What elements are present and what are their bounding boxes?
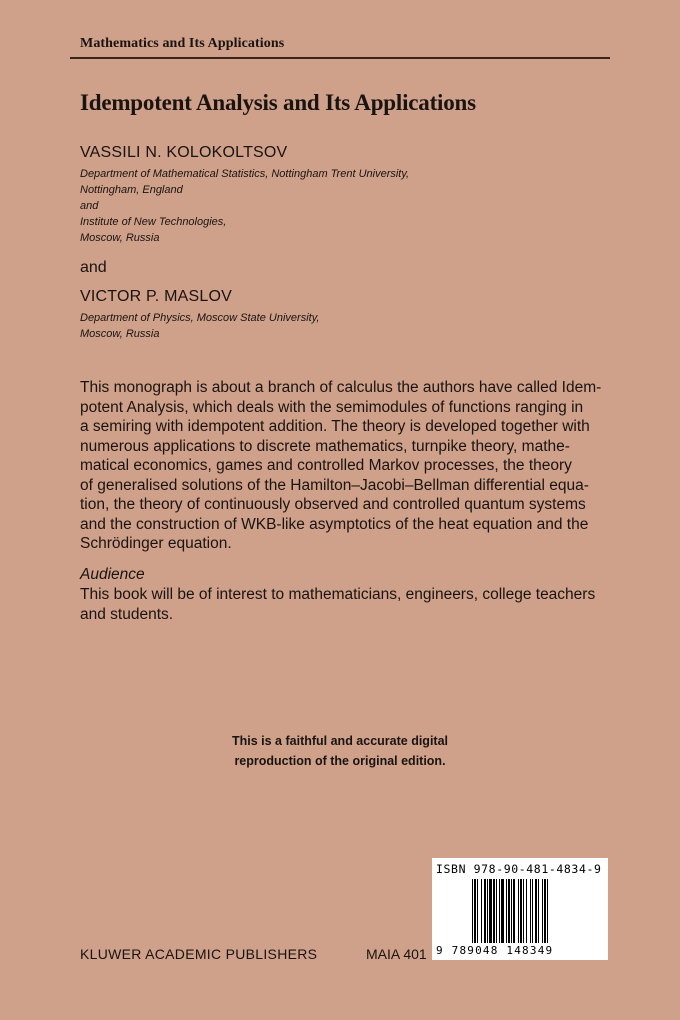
author-1-affiliation <box>80 166 409 246</box>
description-line: This monograph is about a branch of calculus the authors have called Idem- <box>80 379 602 396</box>
series-title: Mathematics and Its Applications <box>80 36 285 51</box>
audience-text <box>80 585 595 625</box>
description-line: and the construction of WKB-like asymptotics of the heat equation and the <box>80 515 589 533</box>
header-rule <box>70 57 610 59</box>
affiliation-line: Institute of New Technologies, <box>80 216 227 228</box>
reproduction-line: reproduction of the original edition. <box>234 754 446 768</box>
barcode-digits: 9 789048 148349 <box>436 944 554 957</box>
reproduction-note <box>0 731 680 771</box>
affiliation-line: Moscow, Russia <box>80 232 160 244</box>
audience-line: This book will be of interest to mathematicians, engineers, college teachers <box>80 586 596 603</box>
author-2-affiliation <box>80 310 319 342</box>
audience-line: and students. <box>80 606 174 623</box>
author-2-name: VICTOR P. MASLOV <box>80 288 232 305</box>
description-line: potent Analysis, which deals with the semimodules of functions ranging in <box>80 398 584 416</box>
description-line: Schrödinger equation. <box>80 535 232 552</box>
affiliation-line: and <box>80 200 99 212</box>
affiliation-line: Department of Physics, Moscow State University, <box>80 312 320 324</box>
affiliation-line: Moscow, Russia <box>80 328 160 340</box>
author-1-name: VASSILI N. KOLOKOLTSOV <box>80 144 288 161</box>
affiliation-line: Nottingham, England <box>80 184 183 196</box>
description-line: numerous applications to discrete mathematics, turnpike theory, mathe- <box>80 437 570 455</box>
description-line: a semiring with idempotent addition. The theory is developed together with <box>80 418 590 435</box>
isbn-label: ISBN 978-90-481-4834-9 <box>436 862 602 876</box>
audience-heading: Audience <box>80 566 145 583</box>
reproduction-line: This is a faithful and accurate digital <box>231 734 448 748</box>
description-line: matical economics, games and controlled Markov processes, the theory <box>80 457 572 474</box>
publisher-name: KLUWER ACADEMIC PUBLISHERS <box>80 946 318 962</box>
description <box>80 378 610 554</box>
book-title: Idempotent Analysis and Its Applications <box>80 90 476 115</box>
and-connector: and <box>80 259 107 276</box>
description-line: of generalised solutions of the Hamilton–Jacobi–Bellman differential equa- <box>80 476 589 494</box>
affiliation-line: Department of Mathematical Statistics, Nottingham Trent University, <box>80 168 410 180</box>
barcode-image <box>472 879 582 943</box>
series-code: MAIA 401 <box>366 946 427 962</box>
description-line: tion, the theory of continuously observed and controlled quantum systems <box>80 496 586 513</box>
